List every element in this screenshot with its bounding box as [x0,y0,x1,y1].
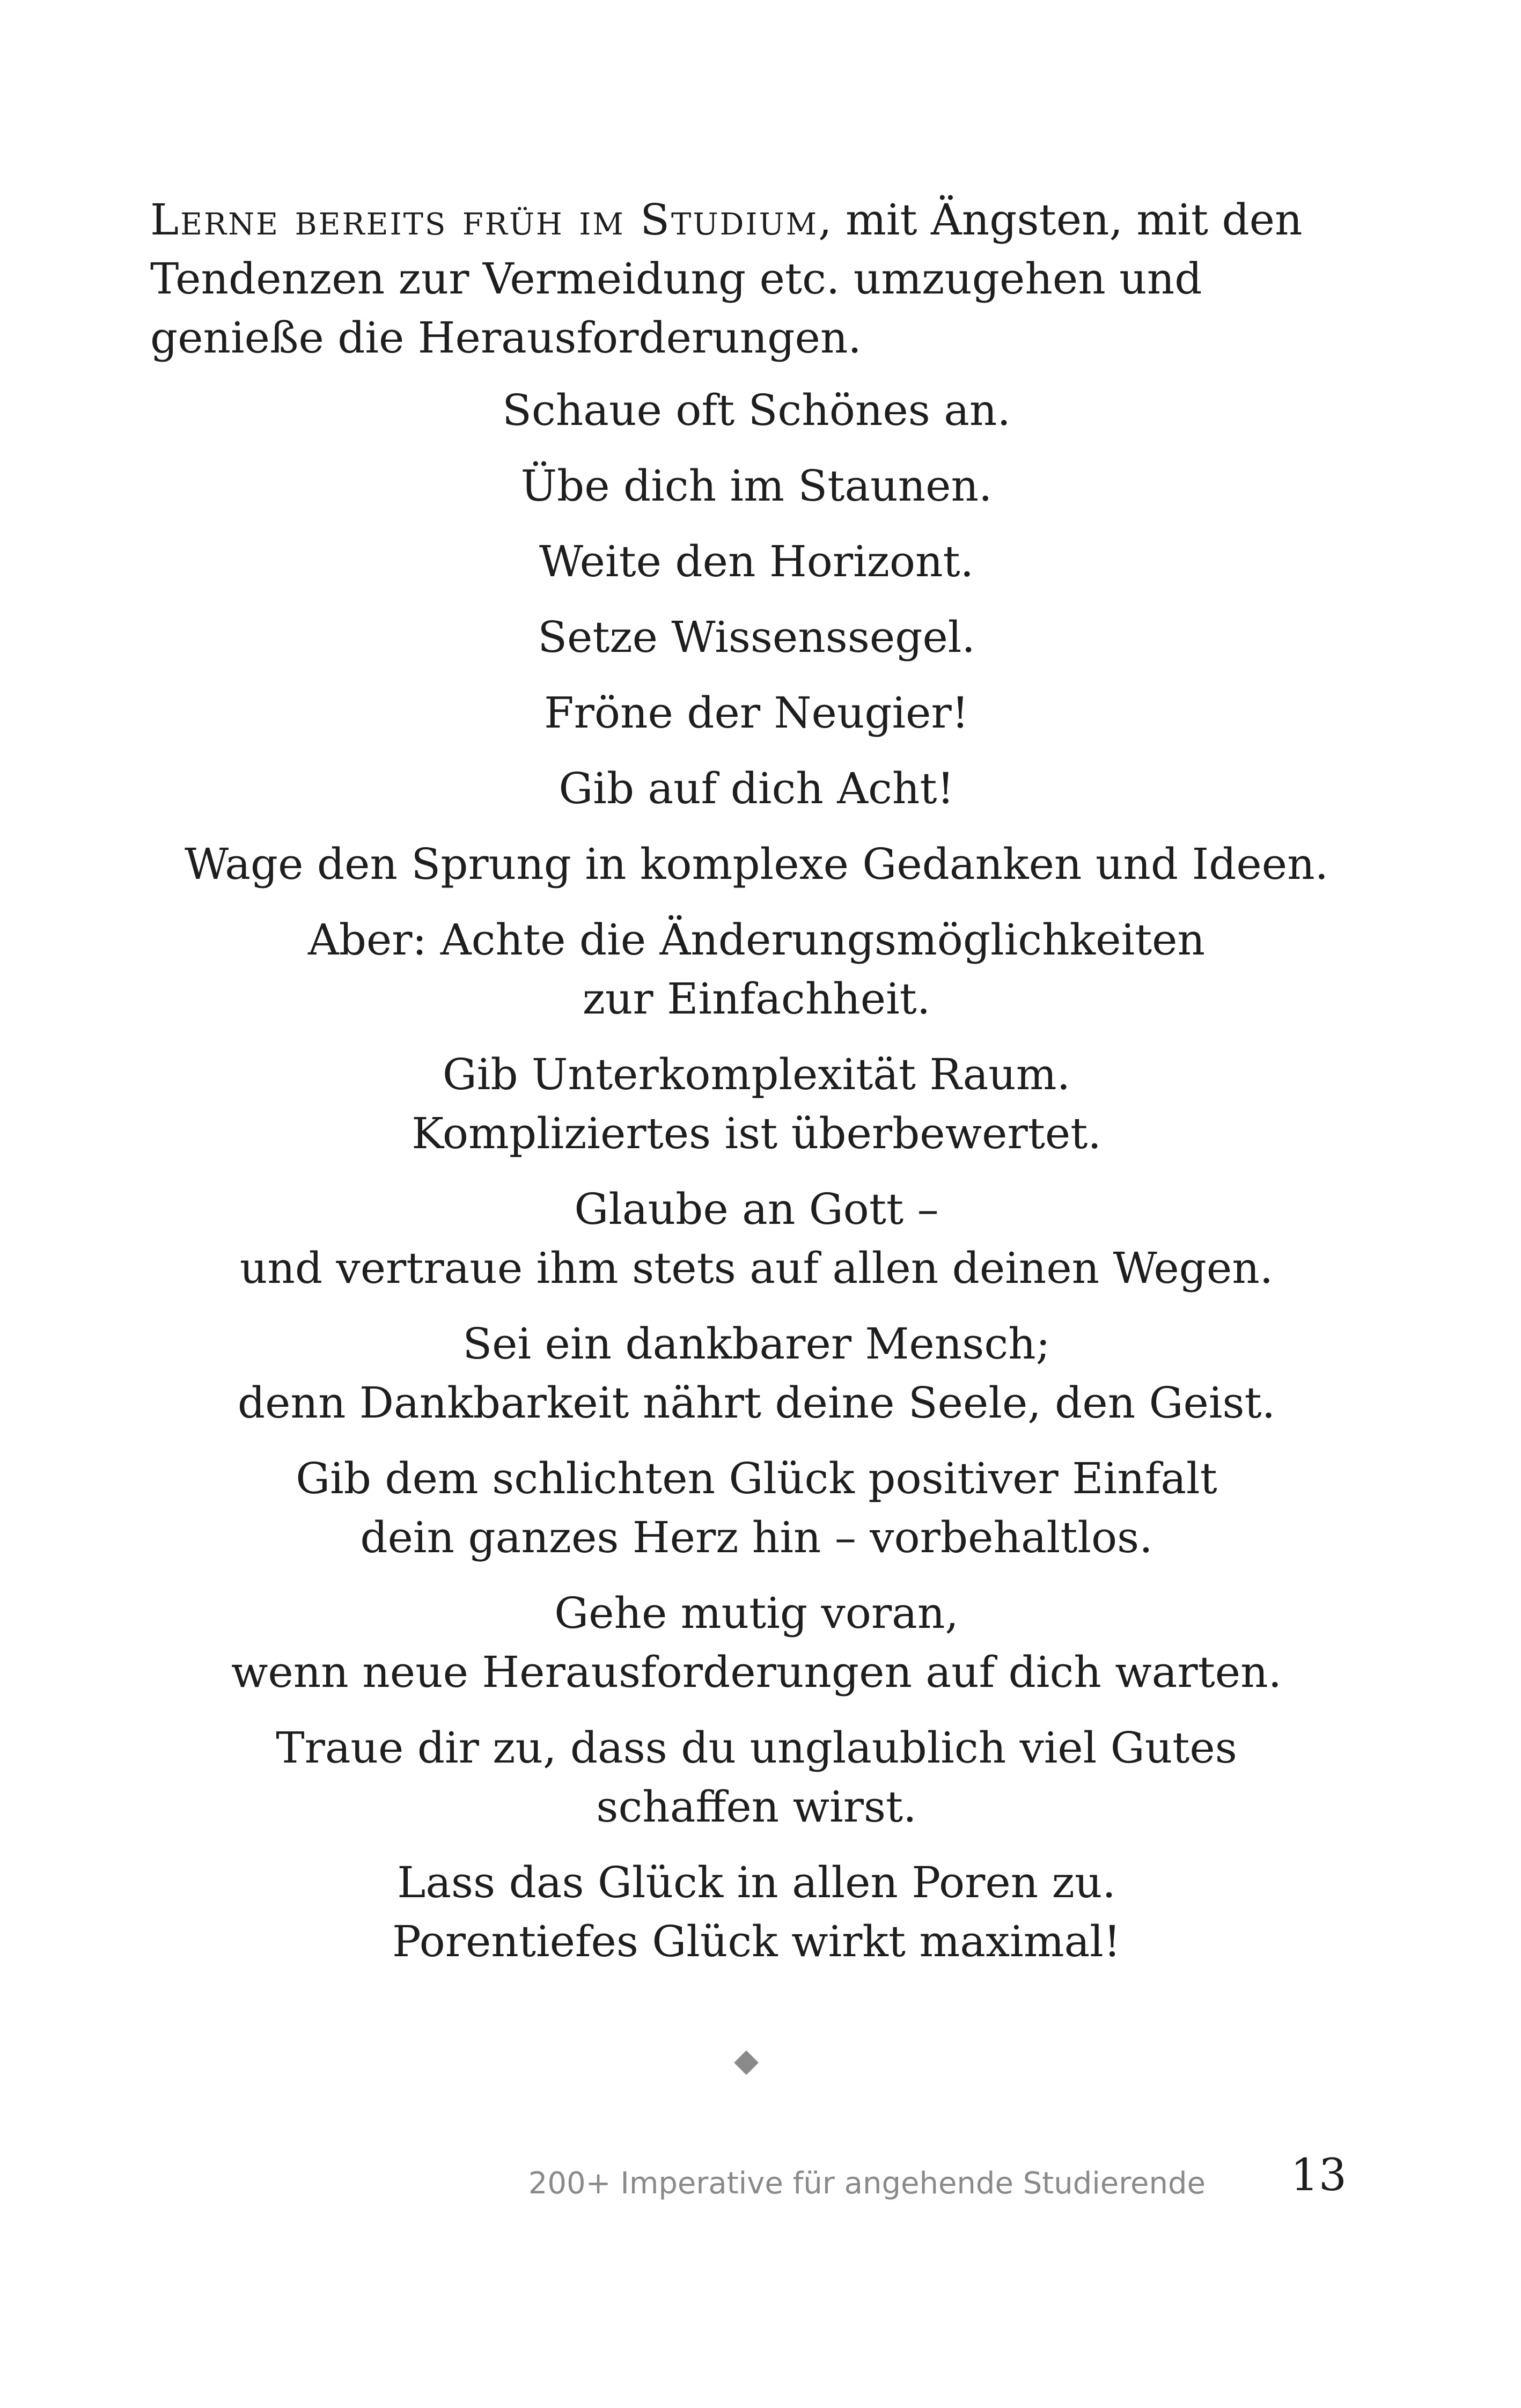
verse [150,532,1363,591]
verse-line: Sei ein dankbarer Mensch; [462,1319,1050,1369]
verse [150,684,1363,743]
verse-line: dein ganzes Herz hin – vorbehaltlos. [360,1513,1153,1562]
running-footer-title: 200+ Imperative für angehende Studierende [528,2166,1206,2201]
verse-line: Setze Wissenssegel. [538,612,975,662]
verse-line: Gib dem schlichten Glück positiver Einfalt [296,1453,1217,1503]
verse-line: denn Dankbarkeit nährt deine Seele, den Geist. [237,1378,1276,1428]
verse-line: Weite den Horizont. [539,537,974,586]
verse-line: Fröne der Neugier! [544,688,969,738]
verse [150,1719,1363,1837]
verse-line: Schaue oft Schönes an. [502,385,1011,435]
verse [150,608,1363,667]
page-number: 13 [1290,2150,1347,2201]
verse [150,1180,1363,1298]
verse-list [150,381,1363,1988]
verse-line: wenn neue Herausforderungen auf dich warten. [231,1647,1282,1697]
verse [150,381,1363,440]
verse-line: Aber: Achte die Änderungsmöglichkeiten [307,915,1206,965]
verse-line: Wage den Sprung in komplexe Gedanken und Ideen. [184,839,1329,889]
verse-line: Lass das Glück in allen Poren zu. [397,1858,1116,1907]
verse-line: Glaube an Gott – [574,1184,939,1234]
intro-text: , mit Ängsten, mit den Tendenzen zur Vermeidung etc. umzugehen und genieße die Herausforderungen. [150,195,1303,363]
verse [150,457,1363,516]
verse [150,1584,1363,1702]
verse-line: und vertraue ihm stets auf allen deinen Wegen. [239,1243,1274,1293]
verse-line: Porentiefes Glück wirkt maximal! [392,1917,1121,1966]
verse-line: zur Einfachheit. [582,974,931,1024]
verse [150,759,1363,818]
verse-line: Gib auf dich Acht! [559,763,954,813]
verse-line: Gib Unterkomplexität Raum. [442,1049,1071,1099]
verse [150,835,1363,894]
verse-line: Gehe mutig voran, [554,1588,959,1638]
diamond-ornament-icon: ◆ [734,2042,759,2079]
verse-line: Traue dir zu, dass du unglaublich viel Gutes [276,1723,1237,1773]
verse [150,1045,1363,1163]
verse-line: Kompliziertes ist überbewertet. [412,1108,1101,1158]
intro-lead-small-caps: Lerne bereits früh im Studium [150,195,819,245]
verse [150,1315,1363,1433]
verse [150,1449,1363,1567]
verse [150,1853,1363,1971]
verse [150,911,1363,1029]
verse-line: schaffen wirst. [596,1782,917,1832]
verse-line: Übe dich im Staunen. [520,461,993,511]
intro-paragraph [150,190,1363,368]
